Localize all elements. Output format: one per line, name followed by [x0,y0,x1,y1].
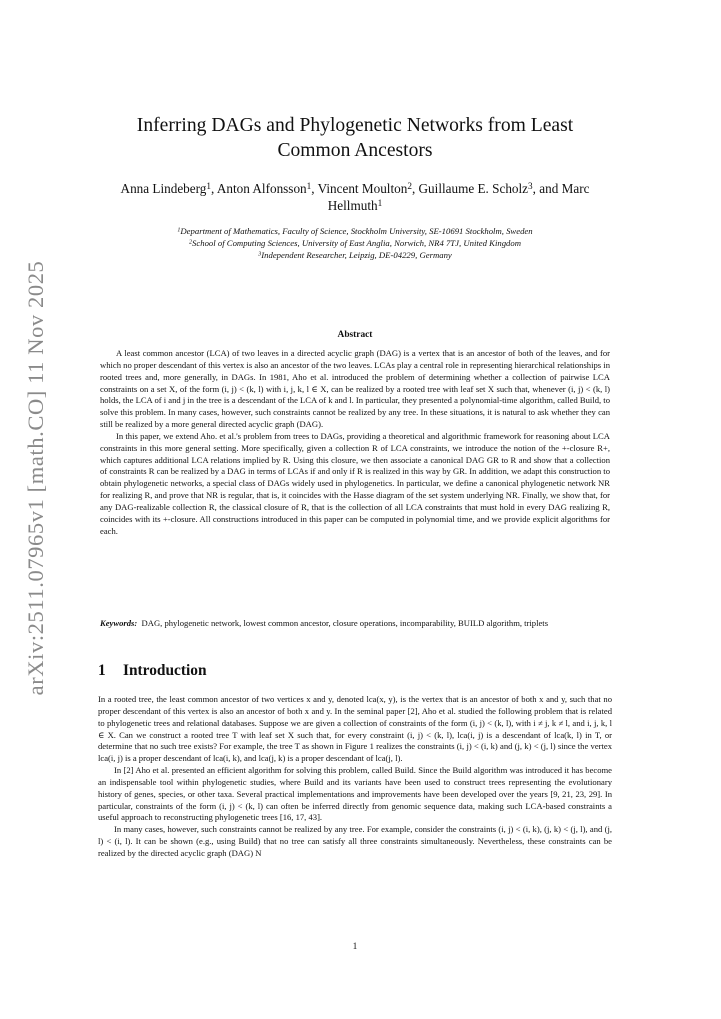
paper-title: Inferring DAGs and Phylogenetic Networks from Least Common Ancestors [136,115,574,161]
section-title: Introduction [123,662,207,679]
abstract-heading: Abstract [337,330,373,340]
introduction-body [98,694,612,860]
author: Anna Lindeberg$^1$, [120,180,217,196]
intro-paragraph: In [2] Aho et al. presented an efficient algorithm for solving this problem, called Build. Since the Build algorithm was introduced it has become an indispensable tool within phylogenetic studies, where Build and its variants have been used to construct trees representing the evolutionary history of genes, species, or other taxa. Several practical implementations and improvements have been developed over the years [9, 21, 23, 29]. In particular, constraints of the form (i, j) < (k, l) can often be inferred directly from genomic sequence data, making such LCA-based constraints a useful approach to reconstructing phylogenetic trees [16, 17, 43]. [98,765,612,823]
affiliation: $^1$Department of Mathematics, Faculty of Science, Stockholm University, SE-10691 Stockholm, Sweden [177,226,533,236]
abstract-paragraph: A least common ancestor (LCA) of two leaves in a directed acyclic graph (DAG) is a vertex that is an ancestor of both of the leaves, and for which no proper descendant of this vertex is also an ancestor of the two leaves. LCAs play a central role in representing hierarchical relationships in rooted trees and, more generally, in DAGs. In 1981, Aho et al. introduced the problem of determining whether a collection of pairwise LCA constraints on a set X, of the form (i, j) < (k, l) with i, j, k, l ∈ X, can be realized by a rooted tree with leaf set X such that, whenever (i, j) < (k, l) holds, the LCA of i and j in the tree is a descendant of the LCA of k and l. In particular, they presented a polynomial-time algorithm, called Build, to solve this problem. In many cases, however, such constraints cannot be realized by any tree. In these situations, it is natural to ask whether they can still be realized by a more general directed acyclic graph (DAG). [100,348,610,430]
arxiv-stamp-text: arXiv:2511.07965v1 [math.CO] 11 Nov 2025 [23,260,48,696]
author: Vincent Moulton$^2$, [317,180,419,196]
section-heading [98,662,207,680]
page-number: 1 [352,942,358,952]
author: Guillaume E. Scholz$^3$, and [418,180,562,196]
affiliations [98,225,612,261]
intro-paragraph: In many cases, however, such constraints cannot be realized by any tree. For example, consider the constraints (i, j) < (i, k), (j, k) < (j, l), and (j, l) < (i, l). It can be shown (e.g., using Build) that no tree can satisfy all three constraints simultaneously. Nevertheless, these constraints can be realized by the directed acyclic graph (DAG) N [98,824,612,858]
abstract-body [100,348,610,538]
keywords-text: DAG, phylogenetic network, lowest common ancestor, closure operations, incomparability, BUILD algorithm, triplets [141,618,549,628]
affiliation: $^3$Independent Researcher, Leipzig, DE-04229, Germany [258,250,452,260]
author: Anton Alfonsson$^1$, [216,180,318,196]
keywords-label: Keywords: [100,618,138,628]
affiliation: $^2$School of Computing Sciences, University of East Anglia, Norwich, NR4 7TJ, United Kingdom [188,238,522,248]
keywords [100,618,610,630]
section-number: 1 [98,662,106,679]
author-list [98,180,612,214]
arxiv-stamp [14,260,58,696]
intro-paragraph: In a rooted tree, the least common ancestor of two vertices x and y, denoted lca(x, y), is the vertex that is an ancestor of both x and y, such that no proper descendant of this vertex is also an ancestor of both x and y. In the seminal paper [2], Aho et al. studied the following problem that is related to phylogenetic trees and relational databases. Suppose we are given a collection of constraints of the form (i, j) < (k, l), with i ≠ j, k ≠ l, and i, j, k, l ∈ X. Can we construct a rooted tree T with leaf set X such that, for every constraint (i, j) < (k, l), lca(i, j) is a descendant of lca(k, l) in T, or determine that no such tree exists? For example, the tree T as shown in Figure 1 realizes the constraints (i, j) < (i, k) and (j, k) < (j, l) since the vertex lca(i, j) is a proper descendant of lca(i, k), and lca(j, k) is a proper descendant of lca(j, l). [98,694,612,764]
author: Marc Hellmuth$^1$ [327,181,590,213]
abstract-paragraph: In this paper, we extend Aho. et al.'s problem from trees to DAGs, providing a theoretical and algorithmic framework for reasoning about LCA constraints in this more general setting. More specifically, given a collection R of LCA constraints, we introduce the notion of the +-closure R+, which captures additional LCA relations implied by R. Using this closure, we then associate a canonical DAG GR to R and show that a collection of constraints R can be realized by a DAG in terms of LCAs if and only if R is realized in this way by GR. In addition, we adapt this construction to obtain phylogenetic networks, a special class of DAGs widely used in phylogenetics. In particular, we define a canonical phylogenetic network NR for realizing R, and prove that NR is regular, that is, it coincides with the Hasse diagram of the set system underlying NR. Finally, we show that, for any DAG-realizable collection R, the classical closure of R, that is the collection of all LCA constraints that must hold in every DAG realizing R, coincides with its +-closure. All constructions introduced in this paper can be computed in polynomial time, and we provide explicit algorithms for each. [100,430,610,536]
